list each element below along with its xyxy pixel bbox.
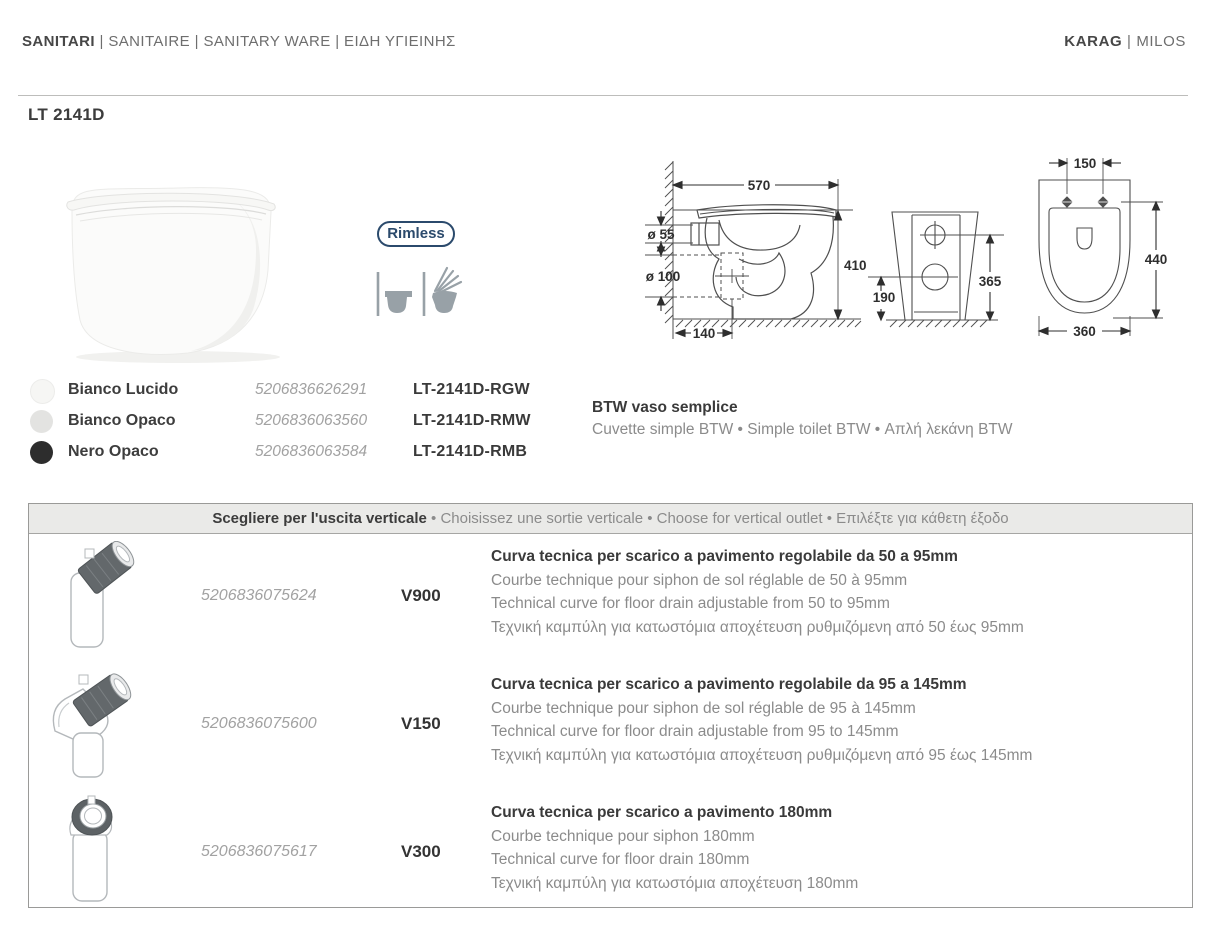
table-row-v900 xyxy=(29,535,1192,663)
variant-row-nero-opaco xyxy=(30,440,570,466)
desc-line-en: Technical curve for floor drain 180mm xyxy=(491,851,750,868)
accessories-table xyxy=(28,503,1193,908)
dim-top-440: 440 xyxy=(1144,252,1168,267)
accessory-ean: 5206836075617 xyxy=(201,843,317,860)
category-header xyxy=(22,33,456,50)
desc-line-gr: Τεχνική καμπύλη για κατωστόμια αποχέτευση 180mm xyxy=(491,874,859,892)
dim-height-410: 410 xyxy=(844,258,867,273)
product-photo xyxy=(28,150,318,368)
desc-line-en: Technical curve for floor drain adjustable from 95 to 145mm xyxy=(491,723,899,740)
desc-line-fr: Courbe technique pour siphon 180mm xyxy=(491,827,755,845)
rimless-badge: Rimless xyxy=(377,221,455,247)
category-translations: | SANITAIRE | SANITARY WARE | ΕΙΔΗ ΥΓΙΕΙΝΗΣ xyxy=(94,33,456,50)
accessory-description xyxy=(491,673,1032,767)
brand-name: KARAG xyxy=(1064,33,1123,50)
tech-drawing-side-view xyxy=(643,153,875,353)
dim-top-150: 150 xyxy=(1073,156,1097,171)
dim-inlet-55: ø 55 xyxy=(647,227,675,242)
desc-line-gr: Τεχνική καμπύλη για κατωστόμια αποχέτευση ρυθμιζόμενη από 50 έως 95mm xyxy=(491,618,1024,636)
drain-curve-v150-image xyxy=(43,669,143,781)
color-swatch xyxy=(30,410,53,433)
dim-top-360: 360 xyxy=(1073,324,1096,339)
drain-curve-v900-image xyxy=(57,541,147,653)
accessory-ean: 5206836075624 xyxy=(201,587,317,604)
variant-sku: LT-2141D-RGW xyxy=(413,381,530,398)
accessory-description xyxy=(491,545,1024,639)
accessory-code: V150 xyxy=(401,714,441,733)
product-model: LT 2141D xyxy=(28,105,105,124)
dim-rear-190: 190 xyxy=(872,290,896,305)
brand-header xyxy=(1064,33,1186,50)
color-swatch xyxy=(30,379,55,404)
desc-line-fr: Courbe technique pour siphon de sol réglable de 50 à 95mm xyxy=(491,571,908,589)
tech-drawing-top-view xyxy=(1023,150,1203,345)
product-type-translations: Cuvette simple BTW • Simple toilet BTW • Απλή λεκάνη BTW xyxy=(592,421,1013,438)
desc-line-it: Curva tecnica per scarico a pavimento regolabile da 95 a 145mm xyxy=(491,676,967,693)
series-name: | MILOS xyxy=(1122,33,1186,50)
table-header-translations: • Choisissez une sortie verticale • Choose for vertical outlet • Επιλέξτε για κάθετη έξοδο xyxy=(426,510,1009,527)
variant-row-bianco-lucido xyxy=(30,378,570,404)
drain-curve-v300-image xyxy=(61,795,125,905)
accessory-description xyxy=(491,801,858,895)
dim-drain-100: ø 100 xyxy=(645,269,681,284)
dim-width-570: 570 xyxy=(747,178,771,193)
variant-name: Bianco Opaco xyxy=(68,412,176,429)
dim-offset-140: 140 xyxy=(692,326,716,341)
soft-close-seat-icon xyxy=(420,264,466,318)
accessory-code: V300 xyxy=(401,842,441,861)
variant-sku: LT-2141D-RMW xyxy=(413,412,531,429)
variant-sku: LT-2141D-RMB xyxy=(413,443,528,460)
table-row-v150 xyxy=(29,663,1192,791)
variant-ean: 5206836063560 xyxy=(255,412,368,429)
desc-line-it: Curva tecnica per scarico a pavimento 180mm xyxy=(491,804,833,821)
product-type-title: BTW vaso semplice xyxy=(592,399,738,416)
accessories-table-header xyxy=(29,504,1192,534)
header-divider xyxy=(18,95,1188,96)
variant-name: Bianco Lucido xyxy=(68,381,179,398)
dim-rear-365: 365 xyxy=(978,274,1002,289)
variant-ean: 5206836063584 xyxy=(255,443,368,460)
accessory-code: V900 xyxy=(401,586,441,605)
category-primary: SANITARI xyxy=(22,33,95,50)
desc-line-gr: Τεχνική καμπύλη για κατωστόμια αποχέτευση ρυθμιζόμενη από 95 έως 145mm xyxy=(491,746,1033,764)
desc-line-it: Curva tecnica per scarico a pavimento regolabile da 50 a 95mm xyxy=(491,548,958,565)
tech-drawing-rear-view xyxy=(868,197,1013,342)
variant-row-bianco-opaco xyxy=(30,409,570,435)
back-to-wall-toilet-icon xyxy=(374,270,418,318)
variant-ean: 5206836626291 xyxy=(255,381,368,398)
desc-line-en: Technical curve for floor drain adjustable from 50 to 95mm xyxy=(491,595,890,612)
table-row-v300 xyxy=(29,791,1192,907)
color-swatch xyxy=(30,441,53,464)
desc-line-fr: Courbe technique pour siphon de sol réglable de 95 à 145mm xyxy=(491,699,916,717)
variant-name: Nero Opaco xyxy=(68,443,159,460)
table-header-primary: Scegliere per l'uscita verticale xyxy=(212,510,427,527)
accessory-ean: 5206836075600 xyxy=(201,715,317,732)
